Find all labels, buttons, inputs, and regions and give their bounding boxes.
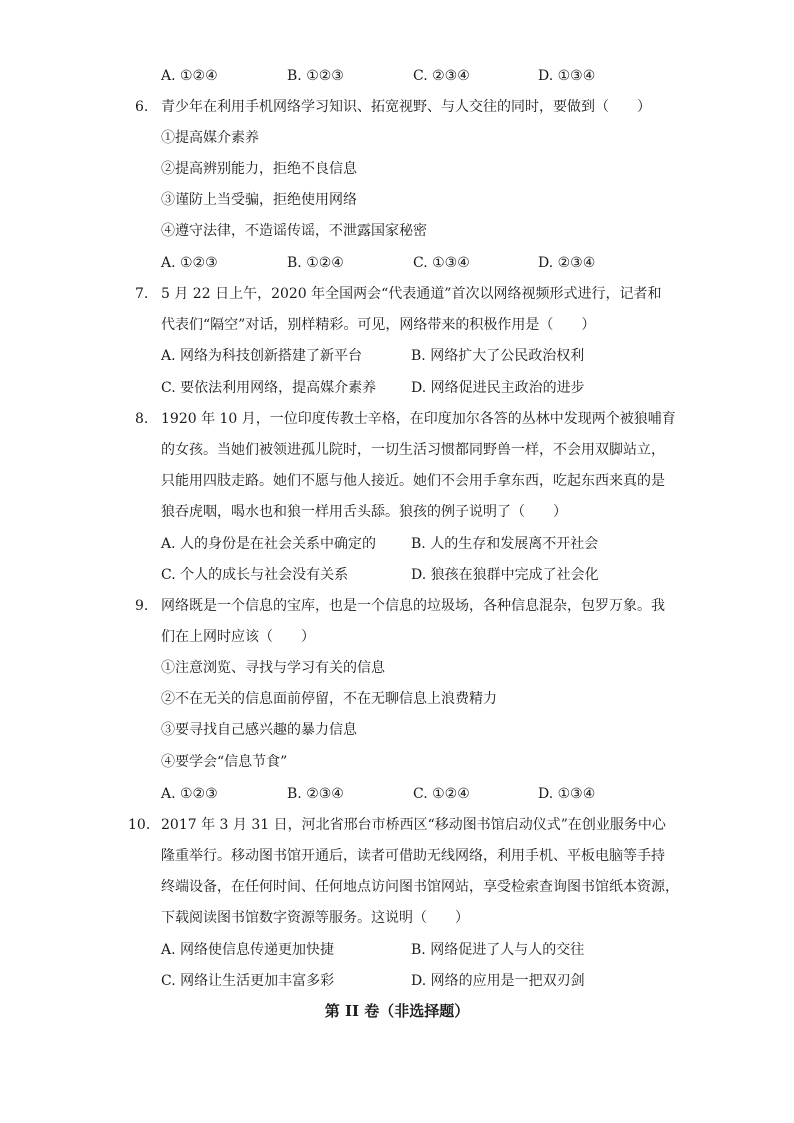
- q9-item-2: ②不在无关的信息面前停留，不在无聊信息上浪费精力: [161, 691, 497, 707]
- q10-stem-line-1: 2017 年 3 月 31 日，河北省邢台市桥西区“移动图书馆启动仪式”在创业服务中心: [161, 817, 666, 833]
- q9-item-4: ④要学会“信息节食”: [161, 754, 288, 770]
- q8-option-b: B. 人的生存和发展离不开社会: [411, 536, 599, 552]
- q10-stem-line-3: 终端设备，在任何时间、任何地点访问图书馆网站，享受检索查询图书馆纸本资源，: [161, 879, 679, 895]
- q8-option-d: D. 狼孩在狼群中完成了社会化: [411, 567, 599, 583]
- q7-option-a: A. 网络为科技创新搭建了新平台: [161, 348, 363, 364]
- q9-stem-line-1: 网络既是一个信息的宝库，也是一个信息的垃圾场，各种信息混杂，包罗万象。我: [161, 598, 665, 614]
- q10-stem-line-2: 隆重举行。移动图书馆开通后，读者可借助无线网络，利用手机、平板电脑等手持: [161, 848, 665, 864]
- q9-number: 9.: [135, 598, 149, 614]
- q10-option-c: C. 网络让生活更加丰富多彩: [161, 973, 335, 989]
- q6-stem-line: 青少年在利用手机网络学习知识、拓宽视野、与人交往的同时，要做到（ ）: [161, 99, 651, 115]
- q9-option-d: D. ①③④: [538, 786, 596, 802]
- q5-option-a: A. ①②④: [161, 68, 218, 84]
- q10-option-b: B. 网络促进了人与人的交往: [411, 942, 585, 958]
- q6-item-4: ④遵守法律，不造谣传谣，不泄露国家秘密: [161, 223, 427, 239]
- q6-option-c: C. ①③④: [413, 255, 470, 271]
- q6-option-a: A. ①②③: [161, 255, 218, 271]
- q10-option-d: D. 网络的应用是一把双刃剑: [411, 973, 585, 989]
- q9-option-c: C. ①②④: [413, 786, 470, 802]
- q7-stem-line-1: 5 月 22 日上午，2020 年全国两会“代表通道”首次以网络视频形式进行，记者和: [161, 286, 662, 302]
- q6-number: 6.: [135, 99, 149, 115]
- q9-item-3: ③要寻找自己感兴趣的暴力信息: [161, 722, 357, 738]
- q7-stem-line-2: 代表们“隔空”对话，别样精彩。可见，网络带来的积极作用是（ ）: [161, 317, 596, 333]
- q8-stem-line-1: 1920 年 10 月，一位印度传教士辛格，在印度加尔各答的丛林中发现两个被狼哺育: [161, 411, 676, 427]
- q7-option-c: C. 要依法利用网络，提高媒介素养: [161, 380, 377, 396]
- q7-number: 7.: [135, 286, 149, 302]
- q8-stem-line-3: 只能用四肢走路。她们不愿与他人接近。她们不会用手拿东西，吃起东西来真的是: [161, 473, 665, 489]
- q7-option-d: D. 网络促进民主政治的进步: [411, 380, 585, 396]
- q5-option-b: B. ①②③: [287, 68, 344, 84]
- q5-option-c: C. ②③④: [413, 68, 470, 84]
- q9-option-a: A. ①②③: [161, 786, 218, 802]
- q9-stem-line-2: 们在上网时应该（ ）: [161, 629, 315, 645]
- q6-option-d: D. ②③④: [538, 255, 596, 271]
- q6-item-2: ②提高辨别能力，拒绝不良信息: [161, 161, 357, 177]
- q6-item-3: ③谨防上当受骗，拒绝使用网络: [161, 192, 357, 208]
- q5-option-d: D. ①③④: [538, 68, 596, 84]
- q9-item-1: ①注意浏览、寻找与学习有关的信息: [161, 660, 385, 676]
- q8-option-c: C. 个人的成长与社会没有关系: [161, 567, 349, 583]
- q6-item-1: ①提高媒介素养: [161, 130, 259, 146]
- q9-option-b: B. ②③④: [287, 786, 344, 802]
- q10-stem-line-4: 下载阅读图书馆数字资源等服务。这说明（ ）: [161, 910, 469, 926]
- q8-number: 8.: [135, 411, 149, 427]
- q8-stem-line-2: 的女孩。当她们被领进孤儿院时，一切生活习惯都同野兽一样，不会用双脚站立，: [161, 442, 665, 458]
- q10-option-a: A. 网络使信息传递更加快捷: [161, 942, 335, 958]
- q8-option-a: A. 人的身份是在社会关系中确定的: [161, 536, 377, 552]
- section-title: 第 II 卷（非选择题）: [324, 1002, 470, 1020]
- q10-number: 10.: [128, 817, 151, 833]
- q8-stem-line-4: 狼吞虎咽，喝水也和狼一样用舌头舔。狼孩的例子说明了（ ）: [161, 504, 567, 520]
- q7-option-b: B. 网络扩大了公民政治权利: [411, 348, 585, 364]
- q6-option-b: B. ①②④: [287, 255, 344, 271]
